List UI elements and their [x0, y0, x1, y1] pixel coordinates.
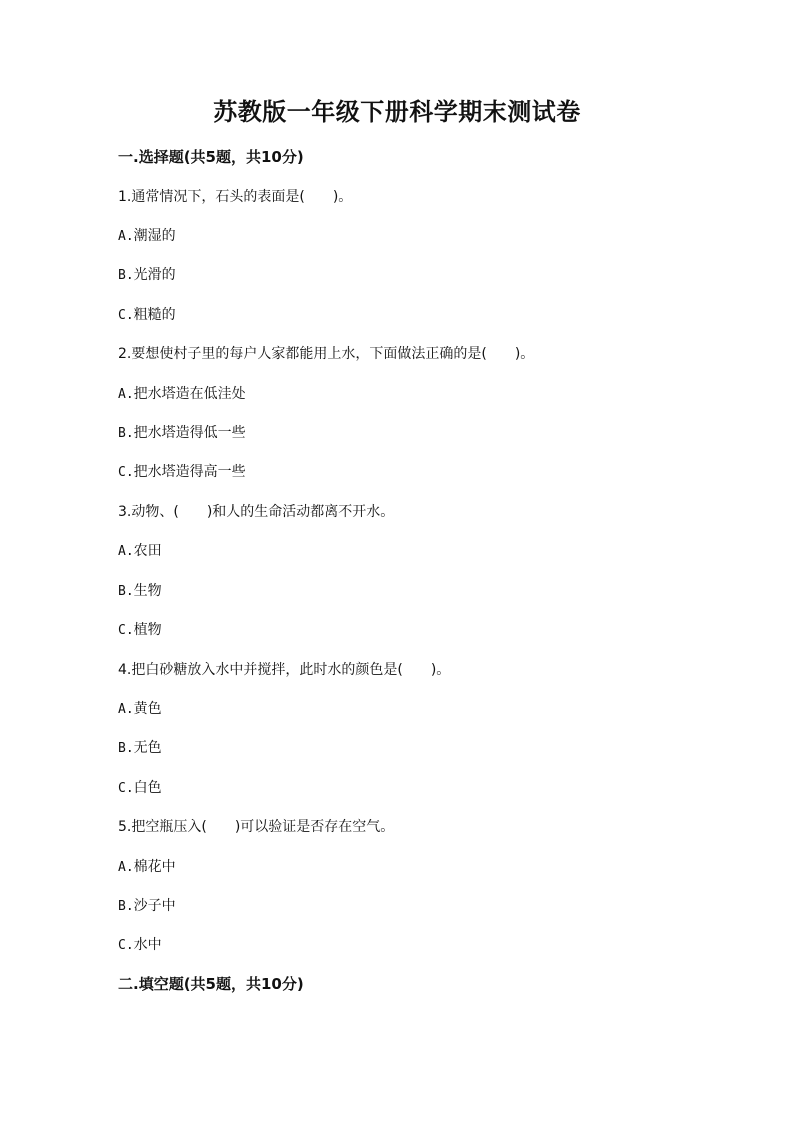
section-heading-fill-in: 二.填空题(共5题，共10分)	[118, 975, 304, 993]
question-2-option-a	[118, 383, 246, 406]
question-stem-4: 4.把白砂糖放入水中并搅拌，此时水的颜色是( )。	[118, 662, 451, 678]
option-text: 植物	[133, 622, 162, 638]
option-text: 粗糙的	[133, 307, 176, 323]
question-2-option-c	[118, 461, 246, 484]
option-text: 棉花中	[133, 859, 176, 875]
option-label: B.	[118, 268, 134, 283]
question-5-option-b	[118, 895, 176, 918]
question-4-option-a	[118, 698, 162, 721]
option-text: 沙子中	[133, 898, 176, 914]
option-label: A.	[118, 702, 134, 717]
option-label: C.	[118, 623, 134, 638]
option-label: B.	[118, 899, 134, 914]
question-4-option-b	[118, 737, 162, 760]
option-text: 白色	[133, 780, 162, 796]
option-label: C.	[118, 308, 134, 323]
option-label: B.	[118, 741, 134, 756]
option-label: A.	[118, 860, 134, 875]
question-stem-5: 5.把空瓶压入( )可以验证是否存在空气。	[118, 819, 395, 835]
question-1-option-a	[118, 225, 176, 248]
question-1-option-c	[118, 304, 176, 327]
question-3-option-b	[118, 580, 162, 603]
question-3-option-c	[118, 619, 162, 642]
option-text: 农田	[133, 543, 162, 559]
question-2-option-b	[118, 422, 246, 445]
option-text: 把水塔造得高一些	[133, 464, 246, 480]
option-label: B.	[118, 426, 134, 441]
question-5-option-c	[118, 934, 162, 957]
option-label: C.	[118, 781, 134, 796]
option-text: 生物	[133, 583, 162, 599]
option-text: 潮湿的	[133, 228, 176, 244]
question-stem-1: 1.通常情况下，石头的表面是( )。	[118, 189, 353, 205]
option-label: A.	[118, 387, 134, 402]
option-label: C.	[118, 465, 134, 480]
option-text: 把水塔造得低一些	[133, 425, 246, 441]
question-stem-2: 2.要想使村子里的每户人家都能用上水，下面做法正确的是( )。	[118, 346, 535, 362]
question-3-option-a	[118, 540, 162, 563]
option-text: 把水塔造在低洼处	[133, 386, 246, 402]
option-text: 无色	[133, 740, 162, 756]
question-1-option-b	[118, 264, 176, 287]
option-text: 光滑的	[133, 267, 176, 283]
page-title: 苏教版一年级下册科学期末测试卷	[213, 97, 581, 126]
option-text: 水中	[133, 937, 162, 953]
option-text: 黄色	[133, 701, 162, 717]
option-label: A.	[118, 544, 134, 559]
question-4-option-c	[118, 777, 162, 800]
section-heading-choice: 一.选择题(共5题，共10分)	[118, 148, 304, 166]
option-label: C.	[118, 938, 134, 953]
option-label: B.	[118, 584, 134, 599]
question-stem-3: 3.动物、( )和人的生命活动都离不开水。	[118, 504, 395, 520]
question-5-option-a	[118, 856, 176, 879]
option-label: A.	[118, 229, 134, 244]
